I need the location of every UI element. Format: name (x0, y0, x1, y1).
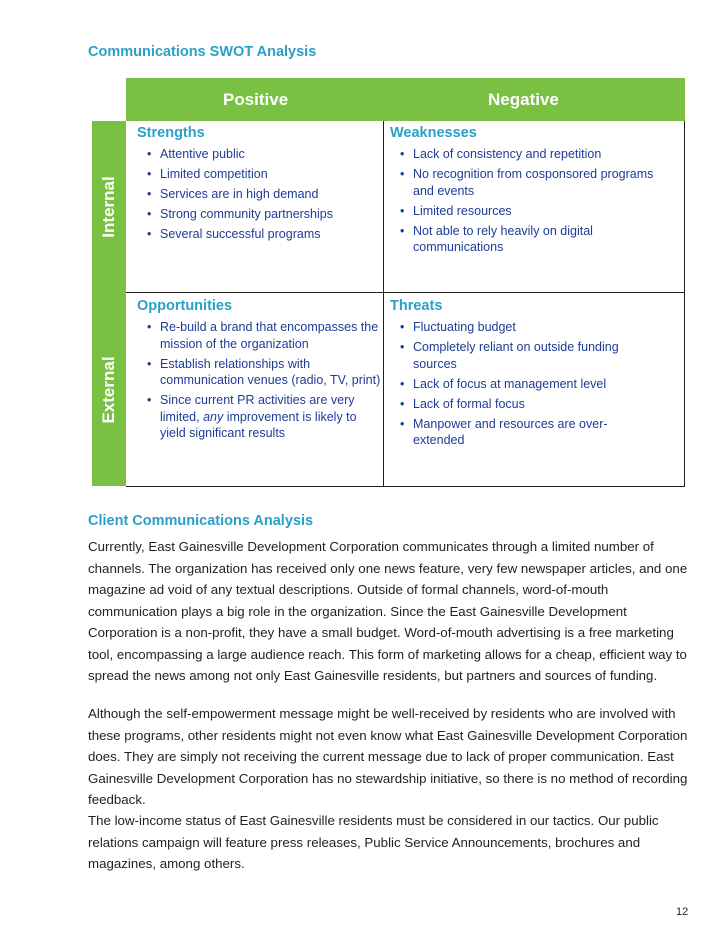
external-label: External (99, 355, 118, 424)
paragraph: Currently, East Gainesville Development Corporation communicates through a limited number of channels. The organization has received only one news feature, very few newspaper articles, and one magazine ad void of any textual descriptions. Outside of formal channels, word-of-mouth communication plays a big role in the organization. Since the East Gainesville Development Corporation is a non-profit, they have a small budget. Word-of-mouth advertising is a free marketing tool, encompassing a large audience reach. This form of marketing allows for a cheap, efficient way to spread the news among not only East Gainesville residents, but partners and sources of funding. (88, 539, 688, 683)
weaknesses-cell (390, 125, 655, 259)
list-item: • Several successful programs (137, 226, 377, 243)
list-item: • Establish relationships with communication venues (radio, TV, print) (137, 356, 382, 389)
strengths-cell (137, 125, 377, 246)
opportunities-heading: Opportunities (137, 298, 233, 314)
list-item: • No recognition from cosponsored programs and events (390, 166, 655, 199)
paragraph: Although the self-empowerment message might be well-received by residents who are involved with these programs, other residents might not even know what East Gainesville Development Corporation does. They are simply not receiving the current message due to lack of proper communication. East Gainesville Development Corporation has no stewardship initiative, so there is no method of recording feedback. (88, 706, 688, 807)
list-item: • Attentive public (137, 146, 377, 163)
page-title: Communications SWOT Analysis (88, 44, 317, 60)
internal-label: Internal (99, 176, 118, 238)
list-item: • Limited resources (390, 203, 655, 220)
swot-table (92, 78, 687, 488)
weaknesses-heading: Weaknesses (390, 125, 477, 141)
list-item: • Services are in high demand (137, 186, 377, 203)
list-item: • Completely reliant on outside funding sources (390, 339, 645, 372)
item-text: improvement is likely to yield significant results (160, 409, 357, 440)
negative-header: Negative (488, 90, 559, 109)
list-item: • Limited competition (137, 166, 377, 183)
page-number: 12 (676, 906, 689, 918)
list-item: • Lack of focus at management level (390, 376, 645, 393)
paragraph: The low-income status of East Gainesville residents must be considered in our tactics. Our public relations campaign will feature press releases, Public Service Announcements, brochures and magazines, among others. (88, 813, 659, 871)
list-item: • Not able to rely heavily on digital communications (390, 223, 655, 256)
threats-list (390, 319, 645, 449)
strengths-heading: Strengths (137, 125, 205, 141)
list-item (137, 392, 382, 442)
strengths-list (137, 146, 377, 243)
list-item: • Re-build a brand that encompasses the mission of the organization (137, 319, 382, 352)
section-heading: Client Communications Analysis (88, 513, 314, 529)
swot-divider-horizontal (126, 292, 685, 293)
threats-cell (390, 298, 645, 452)
weaknesses-list (390, 146, 655, 256)
list-item: • Manpower and resources are over-extended (390, 416, 645, 449)
opportunities-list (137, 319, 382, 442)
list-item: • Lack of consistency and repetition (390, 146, 655, 163)
swot-divider-vertical (383, 121, 384, 486)
list-item: • Fluctuating budget (390, 319, 645, 336)
list-item: • Strong community partnerships (137, 206, 377, 223)
positive-header: Positive (223, 90, 289, 109)
list-item: • Lack of formal focus (390, 396, 645, 413)
item-text: Since current PR activities are very limited, (160, 393, 355, 424)
threats-heading: Threats (390, 298, 443, 314)
internal-row-label (92, 121, 126, 293)
opportunities-cell (137, 298, 382, 445)
emphasis-text: any (203, 409, 224, 424)
external-row-label (92, 293, 126, 486)
swot-header (126, 78, 685, 121)
